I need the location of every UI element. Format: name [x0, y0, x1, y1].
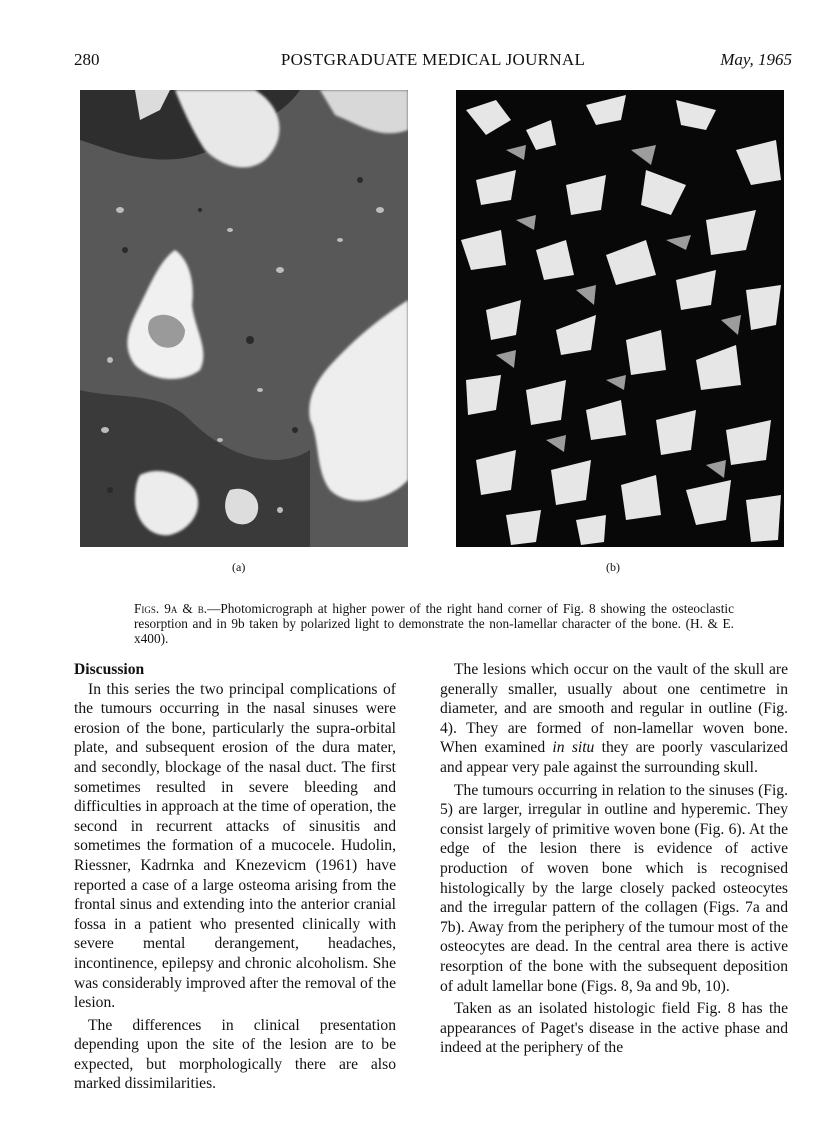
text-run: they are poorly vascularized and appear very pale against the surrounding skull. — [440, 739, 788, 776]
journal-title: POSTGRADUATE MEDICAL JOURNAL — [280, 50, 586, 69]
text-run: The lesions which occur on the vault of the skull are generally smaller, usually about one centimetre in diameter, and are smooth and regular in outline (Fig. 4). They are formed of non-lamellar woven bone. When examined — [440, 661, 788, 757]
issue-date: May, 1965 — [720, 50, 792, 69]
left-column — [74, 660, 396, 1097]
photomicrograph-9b — [456, 90, 784, 547]
page-number: 280 — [74, 50, 100, 69]
paragraph: In this series the two principal complications of the tumours occurring in the nasal sinuses were erosion of the bone, particularly the supra-orbital plate, and subsequent erosion of the dura mater, and secondly, blockage of the nasal duct. The first sometimes resulted in severe bleeding and difficulties in approach at the time of operation, the second in recurrent attacks of sinusitis and sometimes the formation of a mucocele. Hudolin, Riessner, Kadrnka and Knezevicm (1961) have reported a case of a large osteoma arising from the frontal sinus and extending into the anterior cranial fossa in a patient who presented clinically with severe mental derangement, headaches, incontinence, epilepsy and chronic alcoholism. She was considerably improved after the removal of the lesion. — [74, 680, 396, 1012]
right-column — [440, 660, 788, 1061]
figure-caption — [134, 601, 734, 646]
italic-text: in situ — [552, 739, 595, 757]
paragraph: The differences in clinical presentation depending upon the site of the lesion are to be expected, but morphologically there are also marked dissimilarities. — [74, 1016, 396, 1093]
section-heading: Discussion — [74, 661, 145, 678]
page-header — [74, 50, 792, 76]
figure-label-b: (b) — [606, 560, 620, 574]
paragraph: The tumours occurring in relation to the sinuses (Fig. 5) are larger, irregular in outline and hyperemic. They consist largely of primitive woven bone (Fig. 6). At the edge of the lesion there is evidence of active production of woven bone which is recognised histologically by the large closely packed osteocytes and the irregular pattern of the collagen (Figs. 7a and 7b). Away from the periphery of the tumour most of the osteocytes are dead. In the central area there is active resorption of the bone with the subsequent deposition of adult lamellar bone (Figs. 8, 9a and 9b, 10). — [440, 781, 788, 995]
figure-label-a: (a) — [232, 560, 246, 574]
photomicrograph-9a — [80, 90, 408, 547]
caption-text: —Photomicrograph at higher power of the right hand corner of Fig. 8 showing the osteoclastic resorption and in 9b taken by polarized light to demonstrate the non-lamellar character of the bone. (H. & E. x400). — [134, 601, 734, 646]
photomicrograph-9b-image — [456, 90, 784, 547]
paragraph: Taken as an isolated histologic field Fig. 8 has the appearances of Paget's disease in the active phase and indeed at the periphery of the — [440, 1000, 788, 1057]
caption-lead: Figs. 9a & b. — [134, 601, 208, 616]
photomicrograph-9a-image — [80, 90, 408, 547]
paragraph — [440, 660, 788, 778]
